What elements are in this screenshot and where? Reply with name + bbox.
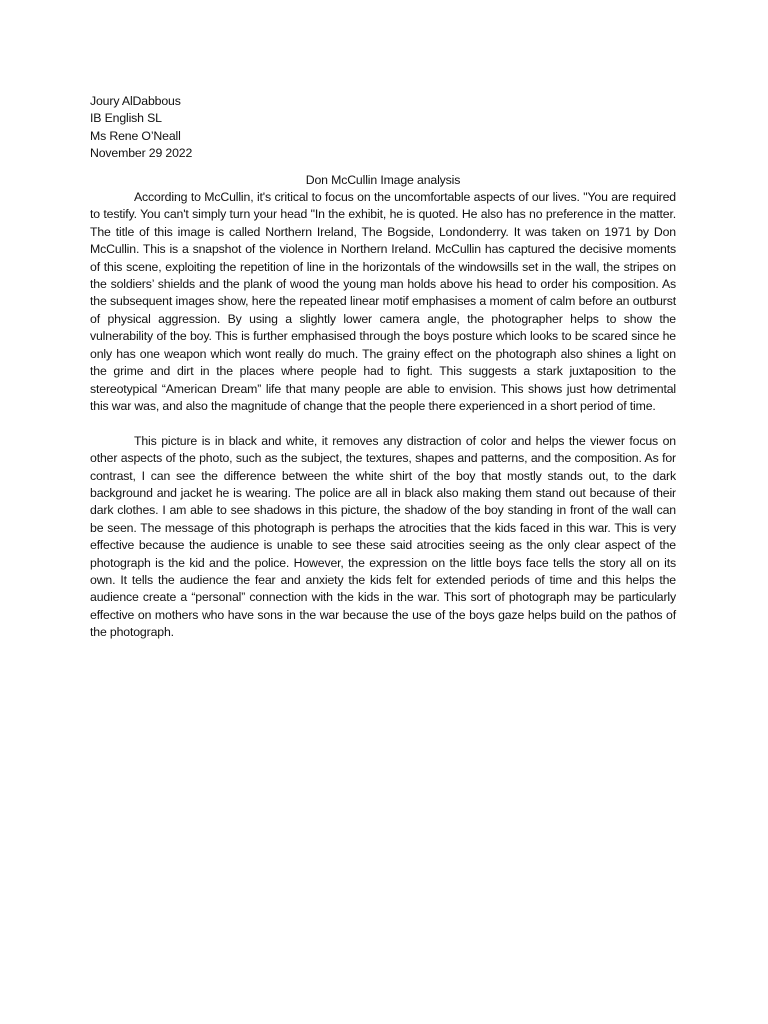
course-name: IB English SL: [90, 111, 162, 126]
body-paragraph: This picture is in black and white, it removes any distraction of color and helps the viewer focus on other aspects of the photo, such as the subject, the textures, shapes and patterns, and the composition. As for contrast, I can see the difference between the white shirt of the boy that mostly stands out, to the dark background and jacket he is wearing. The police are all in black also making them stand out because of their dark clothes. I am able to see shadows in this picture, the shadow of the boy standing in front of the wall can be seen. The message of this photograph is perhaps the atrocities that the kids faced in this war. This is very effective because the audience is unable to see these said atrocities seeing as the only clear aspect of the photograph is the kid and the police. However, the expression on the little boys face tells the story all on its own. It tells the audience the fear and anxiety the kids felt for extended periods of time and this helps the audience create a “personal” connection with the kids in the war. This sort of photograph may be particularly effective on mothers who have sons in the war because the use of the boys gaze helps build on the pathos of the photograph.: [90, 433, 676, 640]
teacher-name: Ms Rene O’Neall: [90, 128, 181, 143]
document-title: Don McCullin Image analysis: [305, 172, 461, 187]
document-date: November 29 2022: [90, 146, 193, 161]
body-paragraph: According to McCullin, it's critical to focus on the uncomfortable aspects of our lives. "You are required to testify. You can't simply turn your head "In the exhibit, he is quoted. He also has no preference in the matter. The title of this image is called Northern Ireland, The Bogside, Londonderry. It was taken on 1971 by Don McCullin. This is a snapshot of the violence in Northern Ireland. McCullin has captured the decisive moments of this scene, exploiting the repetition of line in the horizontals of the windowsills set in the wall, the stripes on the soldiers’ shields and the plank of wood the young man holds above his head to order his composition. As the subsequent images show, here the repeated linear motif emphasises a moment of calm before an outburst of physical aggression. By using a slightly lower camera angle, the photographer helps to show the vulnerability of the boy. This is further emphasised through the boys posture which looks to be scared since he only has one weapon which wont really do much. The grainy effect on the photograph also shines a light on the grime and dirt in the places where people had to fight. This suggests a stark juxtaposition to the stereotypical “American Dream” life that many people are able to envision. This shows just how detrimental this war was, and also the magnitude of change that the people there experienced in a short period of time.: [90, 190, 676, 413]
author-name: Joury AlDabbous: [90, 94, 181, 108]
document-body: [90, 93, 676, 642]
